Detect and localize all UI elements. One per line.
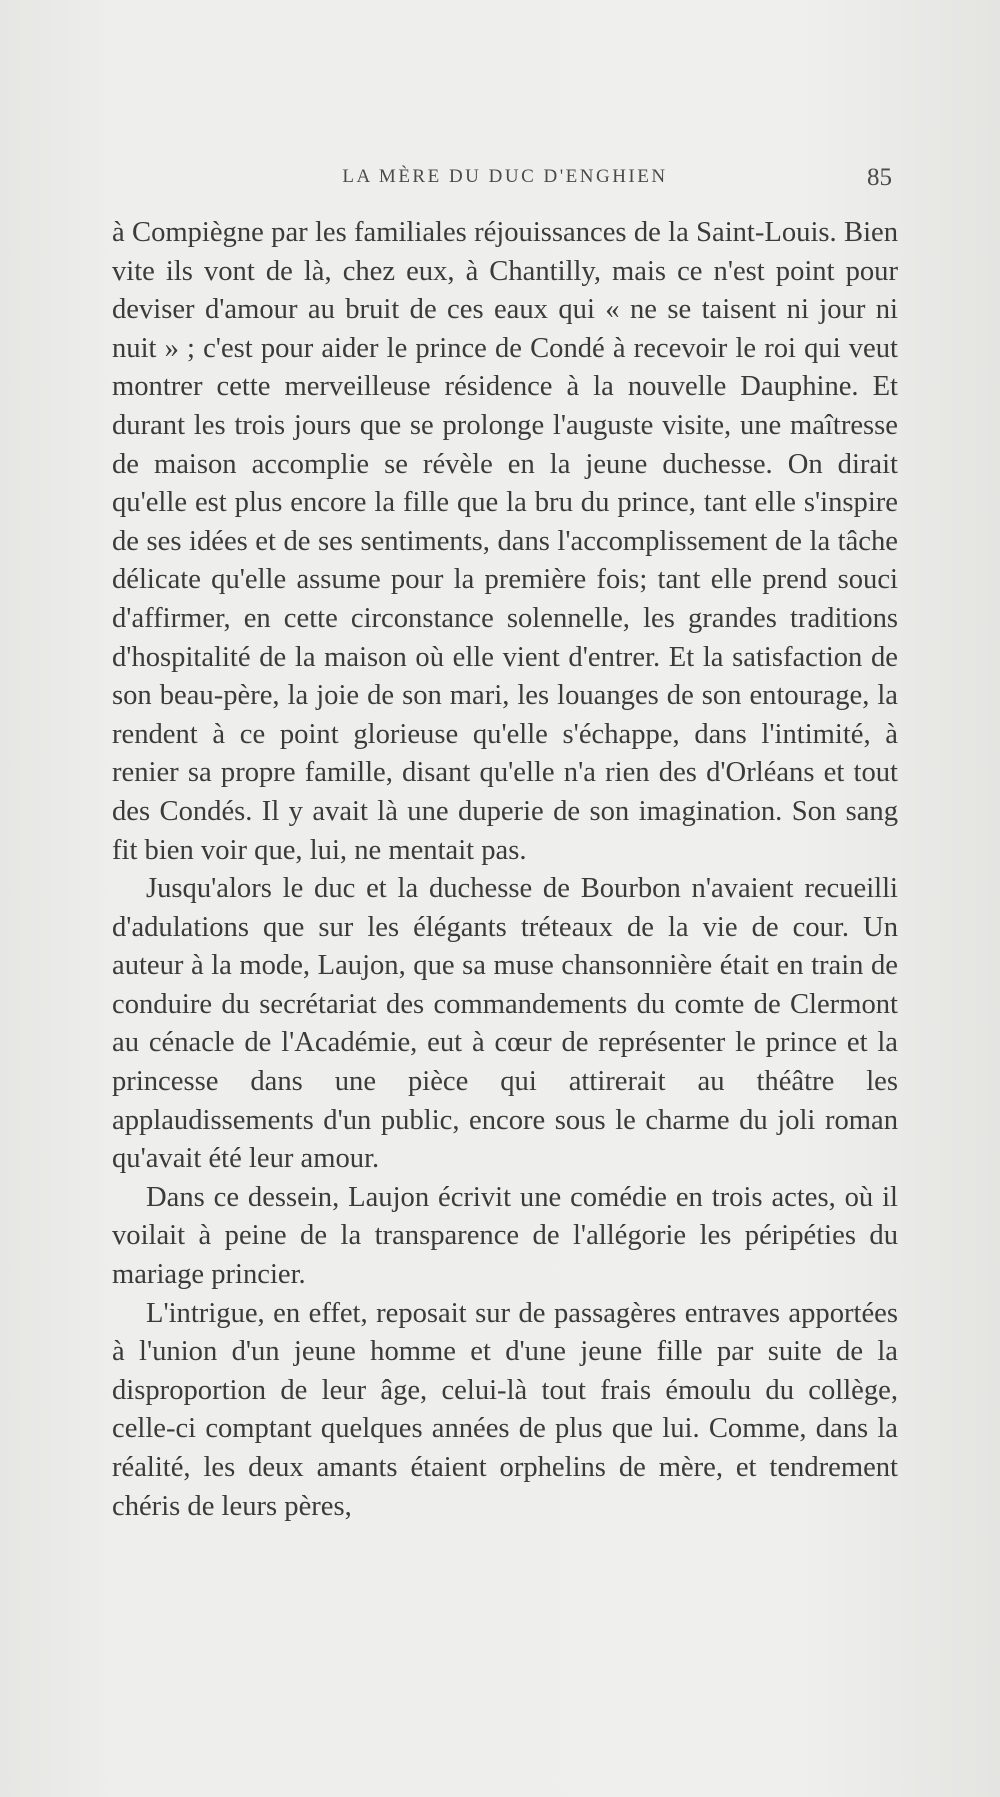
page-number: 85 — [867, 164, 892, 191]
running-head — [118, 166, 892, 200]
paragraph-1: à Compiègne par les familiales réjouissances de la Saint-Louis. Bien vite ils vont de là, chez eux, à Chantilly, mais ce n'est point pour deviser d'amour au bruit de ces eaux qui « ne se taisent ni jour ni nuit » ; c'est pour aider le prince de Condé à recevoir le roi qui veut montrer cette merveilleuse résidence à la nouvelle Dauphine. Et durant les trois jours que se prolonge l'auguste visite, une maîtresse de maison accomplie se révèle en la jeune duchesse. On dirait qu'elle est plus encore la fille que la bru du prince, tant elle s'inspire de ses idées et de ses sentiments, dans l'accomplissement de la tâche délicate qu'elle assume pour la première fois; tant elle prend souci d'affirmer, en cette circonstance solennelle, les grandes traditions d'hospitalité de la maison où elle vient d'entrer. Et la satisfaction de son beau-père, la joie de son mari, les louanges de son entourage, la rendent à ce point glorieuse qu'elle s'échappe, dans l'intimité, à renier sa propre famille, disant qu'elle n'a rien des d'Orléans et tout des Condés. Il y avait là une duperie de son imagination. Son sang fit bien voir que, lui, ne mentait pas. — [112, 217, 898, 866]
body-text — [112, 214, 898, 1526]
running-title: LA MÈRE DU DUC D'ENGHIEN — [342, 166, 668, 187]
paragraph-3: Dans ce dessein, Laujon écrivit une comédie en trois actes, où il voilait à peine de la transparence de l'allégorie les péripéties du mariage princier. — [112, 1181, 898, 1291]
paragraph-2: Jusqu'alors le duc et la duchesse de Bourbon n'avaient recueilli d'adulations que sur les élégants tréteaux de la vie de cour. Un auteur à la mode, Laujon, que sa muse chansonnière était en train de conduire du secrétariat des commandements du comte de Clermont au cénacle de l'Académie, eut à cœur de représenter le prince et la princesse dans une pièce qui attirerait au théâtre les applaudissements d'un public, encore sous le charme du joli roman qu'avait été leur amour. — [112, 873, 898, 1175]
paragraph-4: L'intrigue, en effet, reposait sur de passagères entraves apportées à l'union d'un jeune homme et d'une jeune fille par suite de la disproportion de leur âge, celui-là tout frais émoulu du collège, celle-ci comptant quelques années de plus que lui. Comme, dans la réalité, les deux amants étaient orphelins de mère, et tendrement chéris de leurs pères, — [112, 1297, 898, 1522]
